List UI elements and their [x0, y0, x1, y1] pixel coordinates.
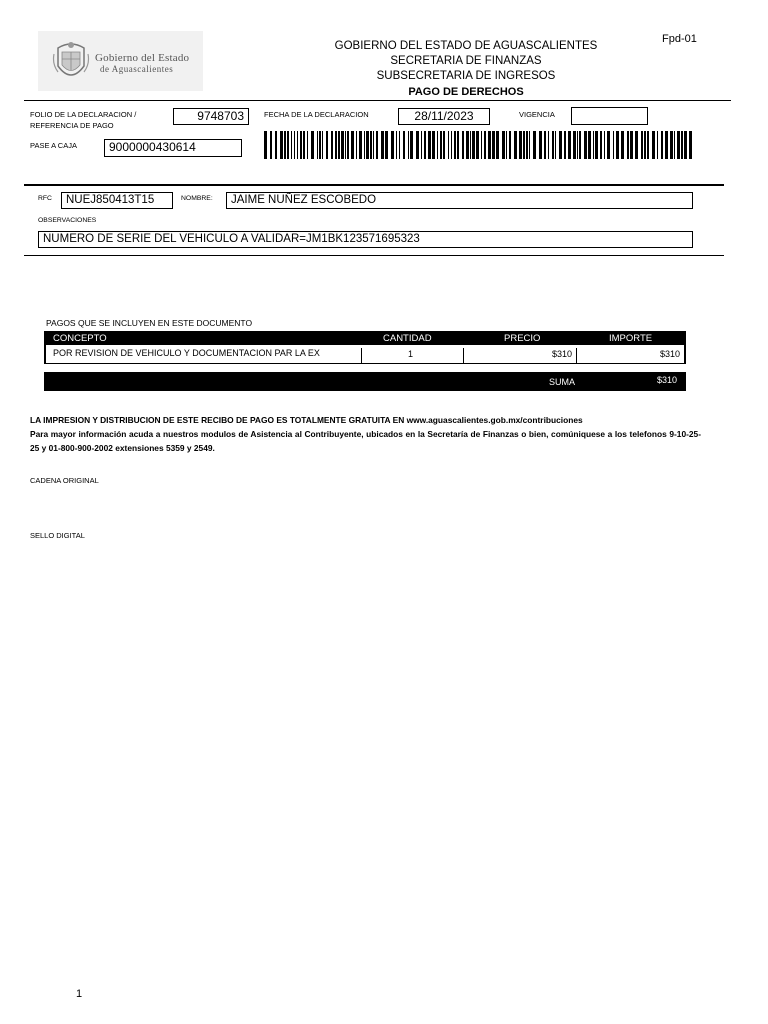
- column-cantidad: CANTIDAD: [383, 333, 432, 344]
- sello-digital-label: SELLO DIGITAL: [30, 531, 85, 540]
- nombre-label: NOMBRE:: [181, 195, 213, 202]
- barcode: [264, 131, 693, 159]
- payments-section-title: PAGOS QUE SE INCLUYEN EN ESTE DOCUMENTO: [46, 318, 253, 328]
- pase-label: PASE A CAJA: [30, 141, 77, 150]
- folio-label-2: REFERENCIA DE PAGO: [30, 121, 114, 130]
- taxpayer-divider: [24, 255, 724, 256]
- row-importe: $310: [660, 349, 681, 359]
- row-concepto: POR REVISION DE VEHICULO Y DOCUMENTACION PAR LA EX: [53, 348, 320, 358]
- folio-label-1: FOLIO DE LA DECLARACION /: [30, 110, 137, 119]
- coat-of-arms-icon: [52, 40, 90, 84]
- column-importe: IMPORTE: [609, 333, 653, 344]
- nombre-value: JAIME NUÑEZ ESCOBEDO: [226, 192, 693, 209]
- row-divider: [361, 348, 362, 364]
- logo-text-bottom: de Aguascalientes: [100, 64, 174, 74]
- header-secretaria: SECRETARIA DE FINANZAS: [390, 55, 542, 67]
- vigencia-value: [571, 107, 648, 125]
- document-title: PAGO DE DERECHOS: [408, 86, 524, 98]
- section-divider: [24, 184, 724, 186]
- rfc-label: RFC: [38, 195, 52, 202]
- folio-value: 9748703: [173, 108, 249, 125]
- form-code: Fpd-01: [662, 33, 697, 45]
- row-divider: [576, 348, 577, 364]
- free-distribution-notice: LA IMPRESION Y DISTRIBUCION DE ESTE RECIBO DE PAGO ES TOTALMENTE GRATUITA EN www.aguascalientes.gob.mx/contribuciones: [30, 415, 583, 425]
- header-government: GOBIERNO DEL ESTADO DE AGUASCALIENTES: [334, 40, 598, 52]
- row-border-right: [684, 345, 686, 364]
- fecha-label: FECHA DE LA DECLARACION: [264, 110, 369, 119]
- observaciones-label: OBSERVACIONES: [38, 217, 97, 224]
- suma-value: $310: [657, 375, 678, 385]
- header-subsecretaria: SUBSECRETARIA DE INGRESOS: [376, 70, 556, 82]
- contact-notice: Para mayor información acuda a nuestros modulos de Asistencia al Contribuyente, ubicados en la Secretaría de Finanzas o bien, comúniquese a los telefonos 9-10-25-25 y 01-800-900-2002 extensiones 5359 y 2549.: [30, 429, 701, 453]
- pase-value: 9000000430614: [104, 139, 242, 157]
- rfc-value: NUEJ850413T15: [61, 192, 173, 209]
- row-border-bottom: [44, 363, 686, 364]
- vigencia-label: VIGENCIA: [519, 110, 555, 119]
- fecha-value: 28/11/2023: [398, 108, 490, 125]
- page-number: 1: [76, 988, 83, 1000]
- table-row: [44, 345, 686, 364]
- suma-label: SUMA: [549, 377, 576, 387]
- observaciones-value: NUMERO DE SERIE DEL VEHICULO A VALIDAR=JM1BK123571695323: [38, 231, 693, 248]
- table-header: [44, 331, 686, 345]
- column-precio: PRECIO: [504, 333, 541, 344]
- row-border-left: [44, 345, 46, 364]
- logo-text-top: Gobierno del Estado: [95, 52, 190, 64]
- row-precio: $310: [552, 349, 573, 359]
- table-total-bar: [44, 372, 686, 391]
- row-divider: [463, 348, 464, 364]
- header-divider: [24, 100, 731, 101]
- row-cantidad: 1: [408, 349, 414, 359]
- cadena-original-label: CADENA ORIGINAL: [30, 476, 99, 485]
- column-concepto: CONCEPTO: [53, 333, 107, 344]
